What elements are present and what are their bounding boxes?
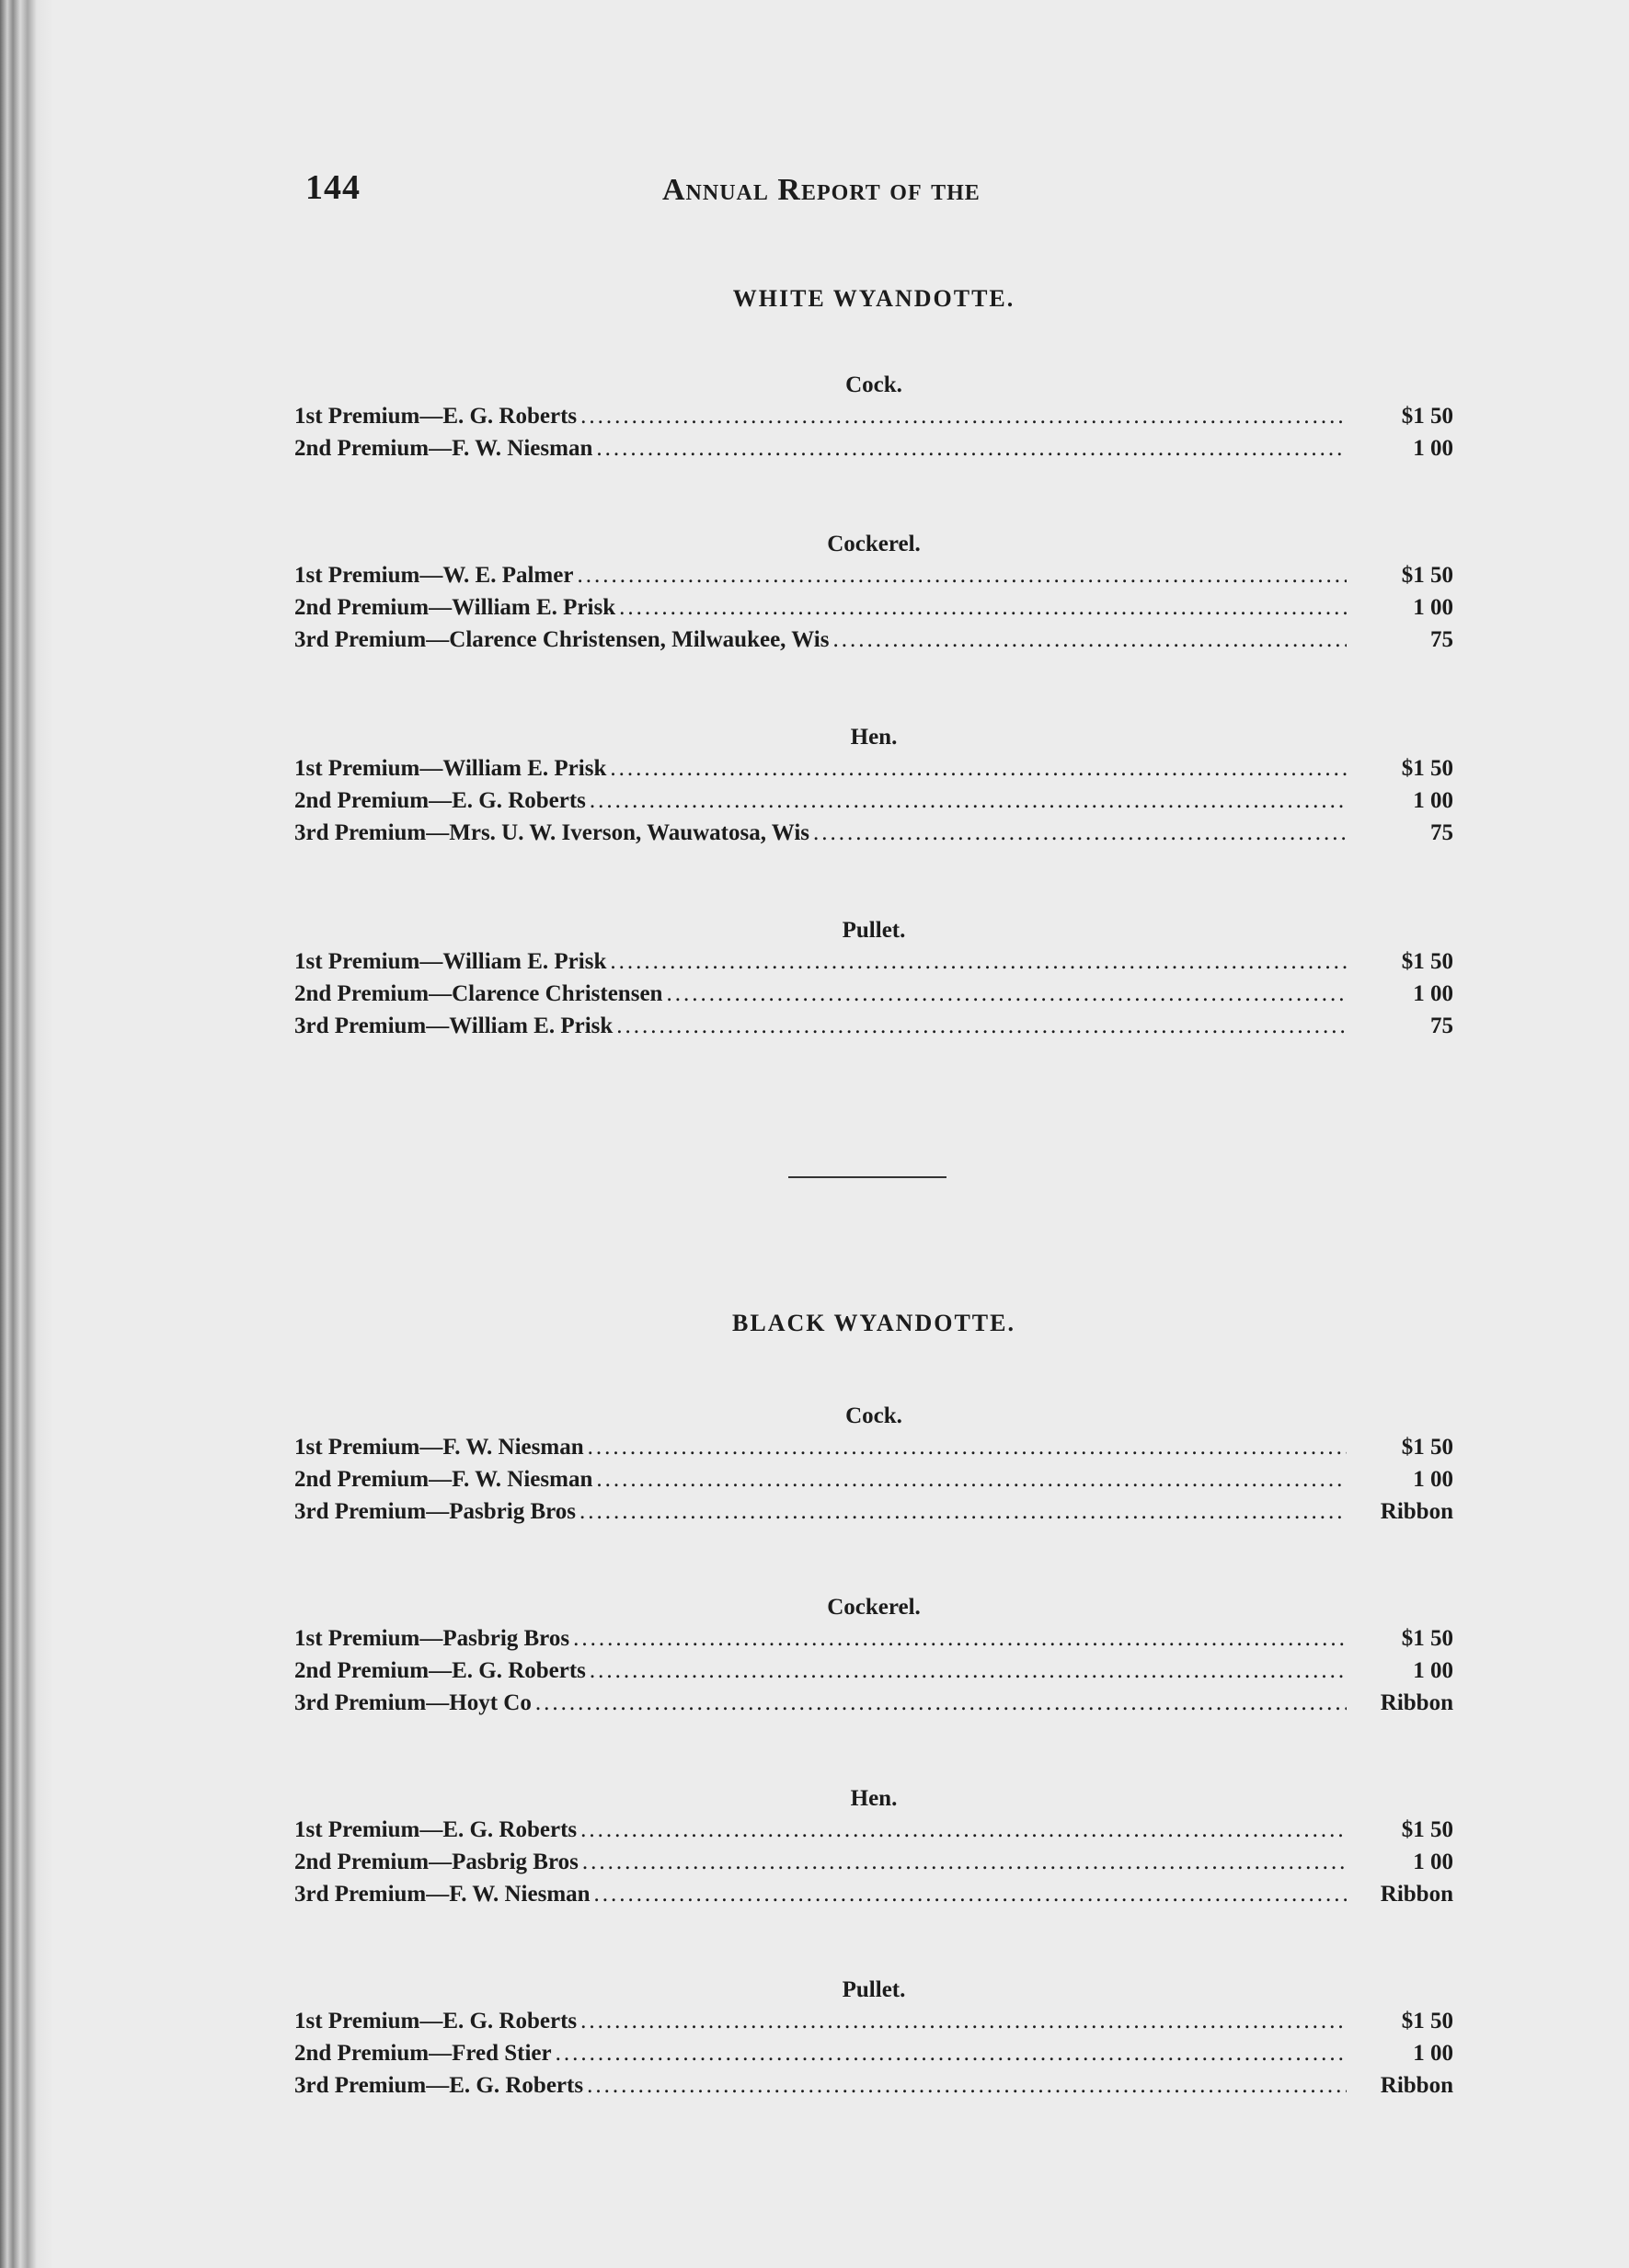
- premium-entry: [294, 595, 1453, 627]
- entry-amount: Ribbon: [1380, 2073, 1453, 2098]
- entry-winner: 1st Premium—F. W. Niesman: [294, 1435, 584, 1460]
- page-header: [294, 164, 1453, 219]
- leader-dots: [813, 820, 1347, 846]
- premium-entry: [294, 1690, 1453, 1723]
- leader-dots: [573, 1626, 1347, 1652]
- entry-amount: $1 50: [1401, 404, 1453, 429]
- leader-dots: [619, 595, 1347, 621]
- entry-winner: 2nd Premium—Fred Stier: [294, 2041, 552, 2066]
- entry-winner: 3rd Premium—William E. Prisk: [294, 1014, 614, 1038]
- entry-amount: 1 00: [1413, 981, 1453, 1006]
- entry-amount: $1 50: [1401, 1817, 1453, 1842]
- class-title: Pullet.: [842, 918, 906, 943]
- section-divider-rule: [788, 1176, 946, 1178]
- leader-dots: [580, 2009, 1347, 2034]
- section-white-wyandotte: [294, 285, 1453, 1038]
- premium-entry: [294, 1626, 1453, 1658]
- entry-winner: 3rd Premium—Clarence Christensen, Milwaukee, Wis: [294, 627, 830, 652]
- entry-winner: 2nd Premium—E. G. Roberts: [294, 1658, 586, 1683]
- class-block-cock: [294, 1403, 1453, 1531]
- entry-winner: 3rd Premium—Pasbrig Bros: [294, 1499, 577, 1524]
- leader-dots: [580, 1817, 1347, 1843]
- premium-entry: [294, 1435, 1453, 1467]
- entry-amount: 75: [1430, 820, 1453, 845]
- leader-dots: [588, 1435, 1347, 1460]
- entry-winner: 3rd Premium—E. G. Roberts: [294, 2073, 584, 2098]
- leader-dots: [590, 1658, 1347, 1684]
- leader-dots: [580, 404, 1347, 430]
- premium-entry: [294, 1850, 1453, 1882]
- section-title: WHITE WYANDOTTE.: [732, 285, 1015, 312]
- premium-entry: [294, 2073, 1453, 2105]
- entry-winner: 1st Premium—Pasbrig Bros: [294, 1626, 570, 1651]
- leader-dots: [610, 949, 1347, 975]
- class-block-cock: [294, 372, 1453, 468]
- entry-amount: Ribbon: [1380, 1690, 1453, 1715]
- section-title: BLACK WYANDOTTE.: [732, 1310, 1015, 1336]
- premium-entry: [294, 1658, 1453, 1690]
- class-block-pullet: [294, 918, 1453, 1046]
- leader-dots: [577, 563, 1347, 589]
- premium-entry: [294, 820, 1453, 853]
- entry-winner: 2nd Premium—E. G. Roberts: [294, 788, 586, 813]
- premium-entry: [294, 436, 1453, 468]
- leader-dots: [594, 1882, 1347, 1907]
- entry-amount: $1 50: [1401, 563, 1453, 588]
- entry-amount: 75: [1430, 627, 1453, 652]
- entry-winner: 1st Premium—William E. Prisk: [294, 756, 607, 781]
- entry-amount: $1 50: [1401, 2009, 1453, 2033]
- class-title: Pullet.: [842, 1977, 906, 2002]
- premium-entry: [294, 2009, 1453, 2041]
- entry-winner: 1st Premium—E. G. Roberts: [294, 1817, 578, 1842]
- leader-dots: [610, 756, 1347, 782]
- entry-winner: 3rd Premium—F. W. Niesman: [294, 1882, 591, 1907]
- premium-entry: [294, 1882, 1453, 1914]
- leader-dots: [616, 1014, 1347, 1039]
- class-title: Cockerel.: [827, 532, 921, 556]
- page-number: 144: [305, 168, 361, 207]
- entry-winner: 1st Premium—E. G. Roberts: [294, 2009, 578, 2033]
- premium-entry: [294, 981, 1453, 1014]
- entry-winner: 2nd Premium—William E. Prisk: [294, 595, 616, 620]
- premium-entry: [294, 788, 1453, 820]
- entry-amount: $1 50: [1401, 949, 1453, 974]
- entry-amount: $1 50: [1401, 1435, 1453, 1460]
- entry-amount: 1 00: [1413, 1467, 1453, 1492]
- leader-dots: [596, 436, 1347, 462]
- class-block-cockerel: [294, 532, 1453, 659]
- leader-dots: [596, 1467, 1347, 1493]
- entry-amount: 75: [1430, 1014, 1453, 1038]
- running-head: Annual Report of the: [662, 173, 981, 207]
- entry-amount: 1 00: [1413, 788, 1453, 813]
- entry-winner: 2nd Premium—F. W. Niesman: [294, 436, 593, 461]
- class-title: Cock.: [845, 372, 902, 397]
- entry-winner: 1st Premium—W. E. Palmer: [294, 563, 574, 588]
- leader-dots: [587, 2073, 1347, 2099]
- entry-winner: 3rd Premium—Hoyt Co: [294, 1690, 532, 1715]
- class-block-pullet: [294, 1977, 1453, 2105]
- premium-entry: [294, 563, 1453, 595]
- premium-entry: [294, 627, 1453, 659]
- leader-dots: [535, 1690, 1347, 1716]
- premium-entry: [294, 949, 1453, 981]
- entry-winner: 1st Premium—E. G. Roberts: [294, 404, 578, 429]
- entry-winner: 3rd Premium—Mrs. U. W. Iverson, Wauwatosa, Wis: [294, 820, 809, 845]
- entry-amount: Ribbon: [1380, 1499, 1453, 1524]
- leader-dots: [556, 2041, 1347, 2067]
- entry-amount: $1 50: [1401, 756, 1453, 781]
- premium-entry: [294, 756, 1453, 788]
- class-block-cockerel: [294, 1595, 1453, 1723]
- class-title: Hen.: [850, 725, 898, 750]
- leader-dots: [582, 1850, 1347, 1875]
- premium-entry: [294, 1499, 1453, 1531]
- premium-entry: [294, 1467, 1453, 1499]
- entry-amount: 1 00: [1413, 436, 1453, 461]
- premium-entry: [294, 2041, 1453, 2073]
- section-black-wyandotte: [294, 1310, 1453, 2098]
- class-block-hen: [294, 1786, 1453, 1914]
- leader-dots: [579, 1499, 1347, 1525]
- premium-entry: [294, 1817, 1453, 1850]
- entry-winner: 1st Premium—William E. Prisk: [294, 949, 607, 974]
- entry-amount: 1 00: [1413, 1658, 1453, 1683]
- entry-winner: 2nd Premium—Pasbrig Bros: [294, 1850, 579, 1874]
- premium-entry: [294, 1014, 1453, 1046]
- leader-dots: [832, 627, 1347, 653]
- leader-dots: [666, 981, 1347, 1007]
- entry-amount: 1 00: [1413, 595, 1453, 620]
- premium-entry: [294, 404, 1453, 436]
- class-block-hen: [294, 725, 1453, 853]
- leader-dots: [590, 788, 1347, 814]
- entry-winner: 2nd Premium—F. W. Niesman: [294, 1467, 593, 1492]
- entry-amount: $1 50: [1401, 1626, 1453, 1651]
- class-title: Cock.: [845, 1403, 902, 1428]
- class-title: Cockerel.: [827, 1595, 921, 1620]
- class-title: Hen.: [850, 1786, 898, 1811]
- entry-amount: Ribbon: [1380, 1882, 1453, 1907]
- entry-amount: 1 00: [1413, 2041, 1453, 2066]
- entry-winner: 2nd Premium—Clarence Christensen: [294, 981, 663, 1006]
- entry-amount: 1 00: [1413, 1850, 1453, 1874]
